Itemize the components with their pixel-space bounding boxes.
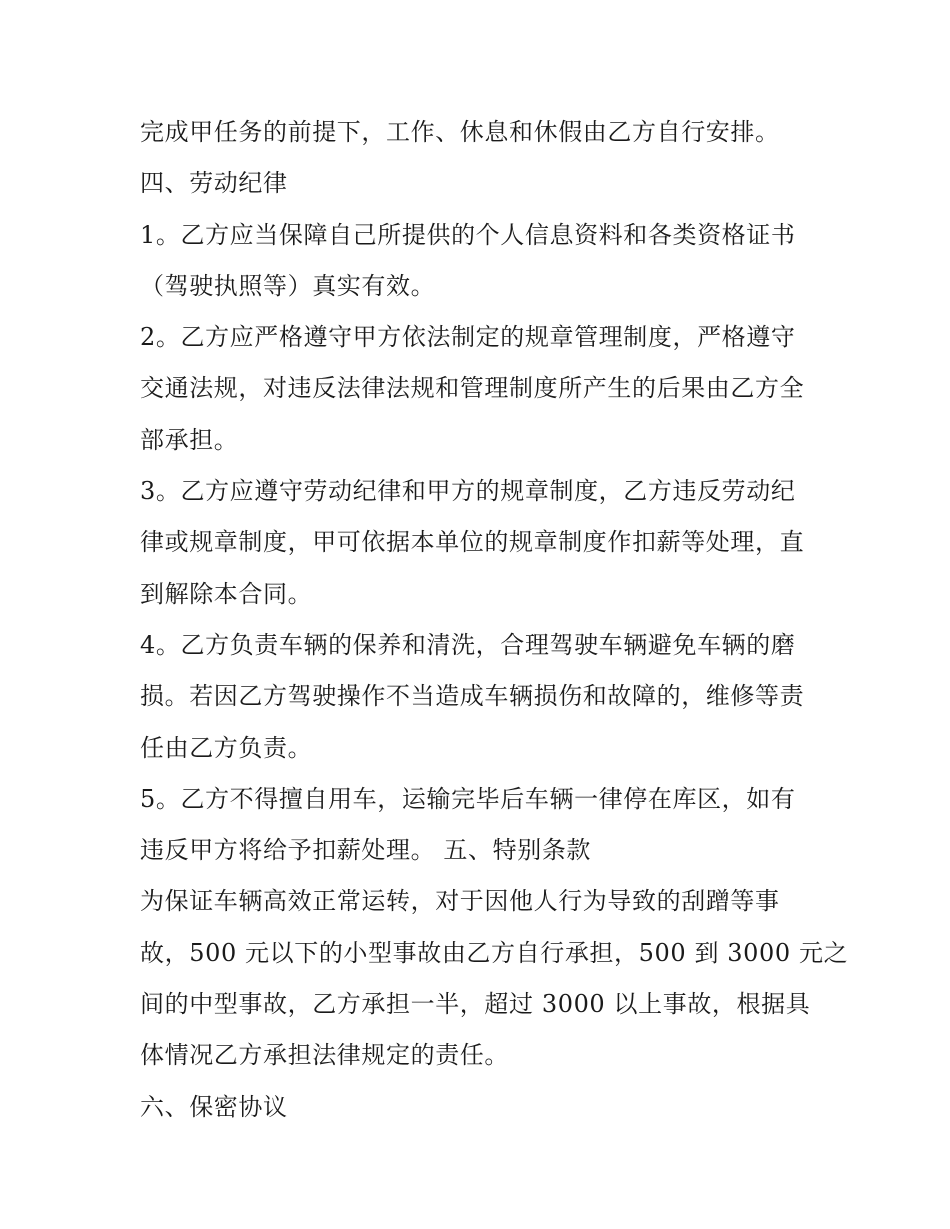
body-line: 损。若因乙方驾驶操作不当造成车辆损伤和故障的，维修等责 bbox=[140, 682, 805, 711]
body-line: 为保证车辆高效正常运转，对于因他人行为导致的刮蹭等事 bbox=[140, 887, 780, 916]
body-line: 2。乙方应严格遵守甲方依法制定的规章管理制度，严格遵守 bbox=[140, 323, 796, 352]
body-line: 间的中型事故，乙方承担一半，超过 3000 以上事故，根据具 bbox=[140, 990, 811, 1019]
body-line: 5。乙方不得擅自用车，运输完毕后车辆一律停在库区，如有 bbox=[140, 784, 796, 813]
body-line: （驾驶执照等）真实有效。 bbox=[140, 271, 436, 300]
body-line: 故，500 元以下的小型事故由乙方自行承担，500 到 3000 元之 bbox=[140, 938, 849, 967]
body-line-with-heading-special-terms: 违反甲方将给予扣薪处理。 五、特别条款 bbox=[140, 836, 592, 865]
body-line: 1。乙方应当保障自己所提供的个人信息资料和各类资格证书 bbox=[140, 220, 796, 249]
section-heading-labor-discipline: 四、劳动纪律 bbox=[140, 169, 288, 198]
body-line: 3。乙方应遵守劳动纪律和甲方的规章制度，乙方违反劳动纪 bbox=[140, 477, 796, 506]
document-body bbox=[140, 107, 849, 1133]
body-line: 律或规章制度，甲可依据本单位的规章制度作扣薪等处理，直 bbox=[140, 528, 805, 557]
body-line: 到解除本合同。 bbox=[140, 579, 313, 608]
body-line: 完成甲任务的前提下，工作、休息和休假由乙方自行安排。 bbox=[140, 118, 780, 146]
body-line: 体情况乙方承担法律规定的责任。 bbox=[140, 1041, 509, 1070]
section-heading-confidentiality: 六、保密协议 bbox=[140, 1092, 288, 1121]
body-line: 任由乙方负责。 bbox=[140, 733, 313, 762]
body-line: 部承担。 bbox=[140, 425, 239, 454]
body-line: 4。乙方负责车辆的保养和清洗，合理驾驶车辆避免车辆的磨 bbox=[140, 630, 796, 659]
body-line: 交通法规，对违反法律法规和管理制度所产生的后果由乙方全 bbox=[140, 374, 805, 403]
